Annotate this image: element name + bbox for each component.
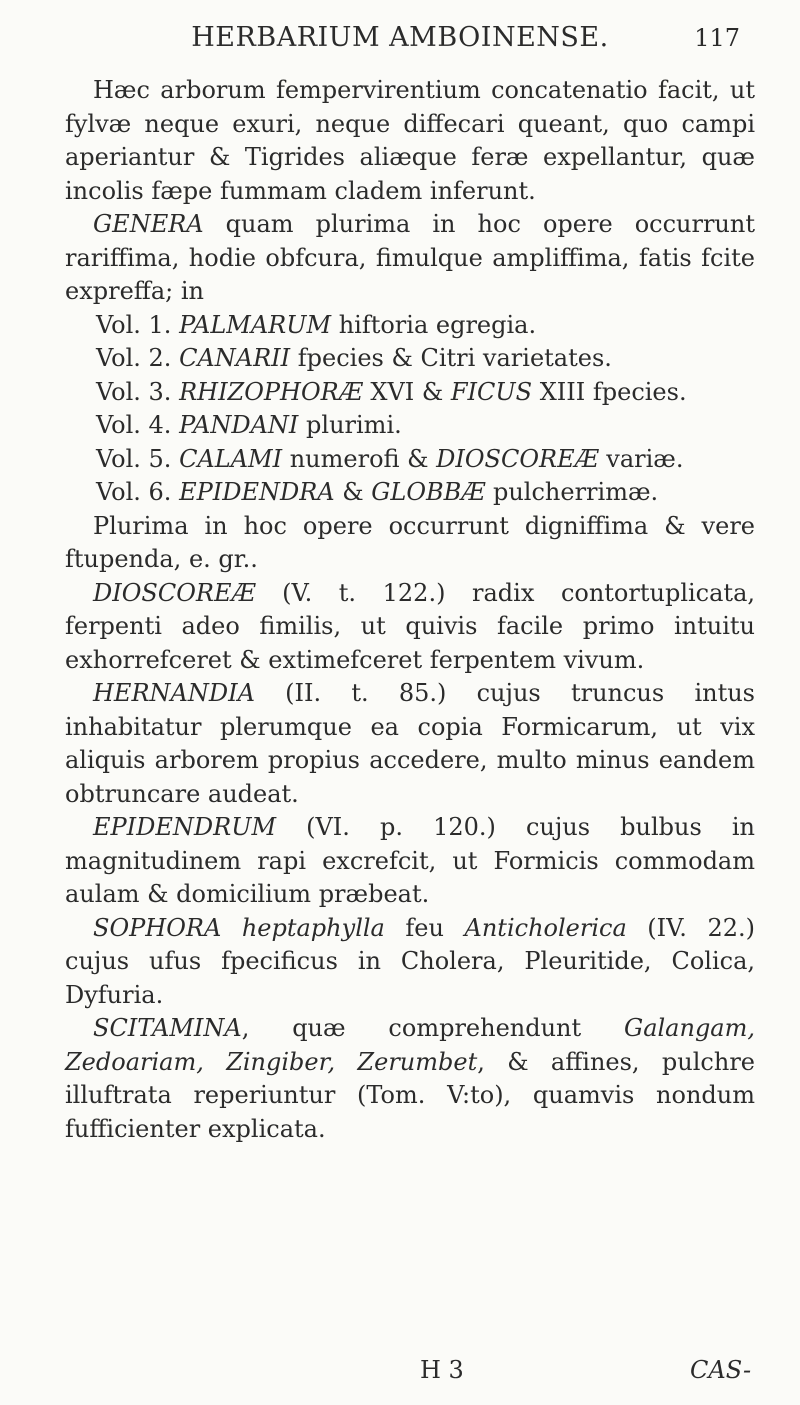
volume-entry: Vol. 3. RHIZOPHORÆ XVI & FICUS XIII fpecies. xyxy=(96,377,687,406)
page-number: 117 xyxy=(694,24,740,52)
catchword: CAS- xyxy=(690,1356,752,1384)
running-title: HERBARIUM AMBOINENSE. xyxy=(191,22,609,53)
volume-entry: Vol. 6. EPIDENDRA & GLOBBÆ pulcherrimæ. xyxy=(96,478,659,506)
text-block xyxy=(65,74,755,1146)
genera-term: GENERA xyxy=(93,210,204,238)
paragraph-dioscoreae: DIOSCOREÆ (V. t. 122.) radix contortuplicata, ferpenti adeo fimilis, ut quivis facile primo intuitu exhorrefceret & extimefceret ferpentem vivum. xyxy=(65,578,755,674)
paragraph-sylvae: Hæc arborum fempervirentium concatenatio facit, ut fylvæ neque exuri, neque diffecari queant, quo campi aperiantur & Tigrides aliæque feræ expellantur, quæ incolis fæpe fummam cladem inferunt. xyxy=(65,76,755,205)
volume-entry: Vol. 2. CANARII fpecies & Citri varietates. xyxy=(96,344,612,372)
volume-list xyxy=(65,309,755,510)
volume-entry: Vol. 5. CALAMI numerofi & DIOSCOREÆ variæ. xyxy=(96,444,684,473)
signature-mark: H 3 xyxy=(420,1356,464,1384)
volume-entry: Vol. 4. PANDANI plurimi. xyxy=(96,411,402,439)
paragraph-hernandia: HERNANDIA (II. t. 85.) cujus truncus intus inhabitatur plerumque ea copia Formicarum, ut vix aliquis arborem propius accedere, multo minus eandem obtruncare audeat. xyxy=(65,679,755,808)
paragraph-epidendrum: EPIDENDRUM (VI. p. 120.) cujus bulbus in magnitudinem rapi excrefcit, ut Formicis commodam aulam & domicilium præbeat. xyxy=(65,813,755,908)
paragraph-sophora: SOPHORA heptaphylla feu Anticholerica (IV. 22.) cujus ufus fpecificus in Cholera, Pleuritide, Colica, Dyfuria. xyxy=(65,913,755,1009)
paragraph-genera: GENERA quam plurima in hoc opere occurrunt rariffima, hodie obfcura, fimulque ampliffima, fatis fcite expreffa; in xyxy=(65,210,755,305)
volume-entry: Vol. 1. PALMARUM hiftoria egregia. xyxy=(96,310,537,339)
paragraph-plurima: Plurima in hoc opere occurrunt digniffima & vere ftupenda, e. gr.. xyxy=(65,511,755,573)
paragraph-scitamina: SCITAMINA, quæ comprehendunt Galangam, Zedoariam, Zingiber, Zerumbet, & affines, pulchre illuftrata reperiuntur (Tom. V:to), quamvis nondum fufficienter explicata. xyxy=(65,1014,755,1143)
